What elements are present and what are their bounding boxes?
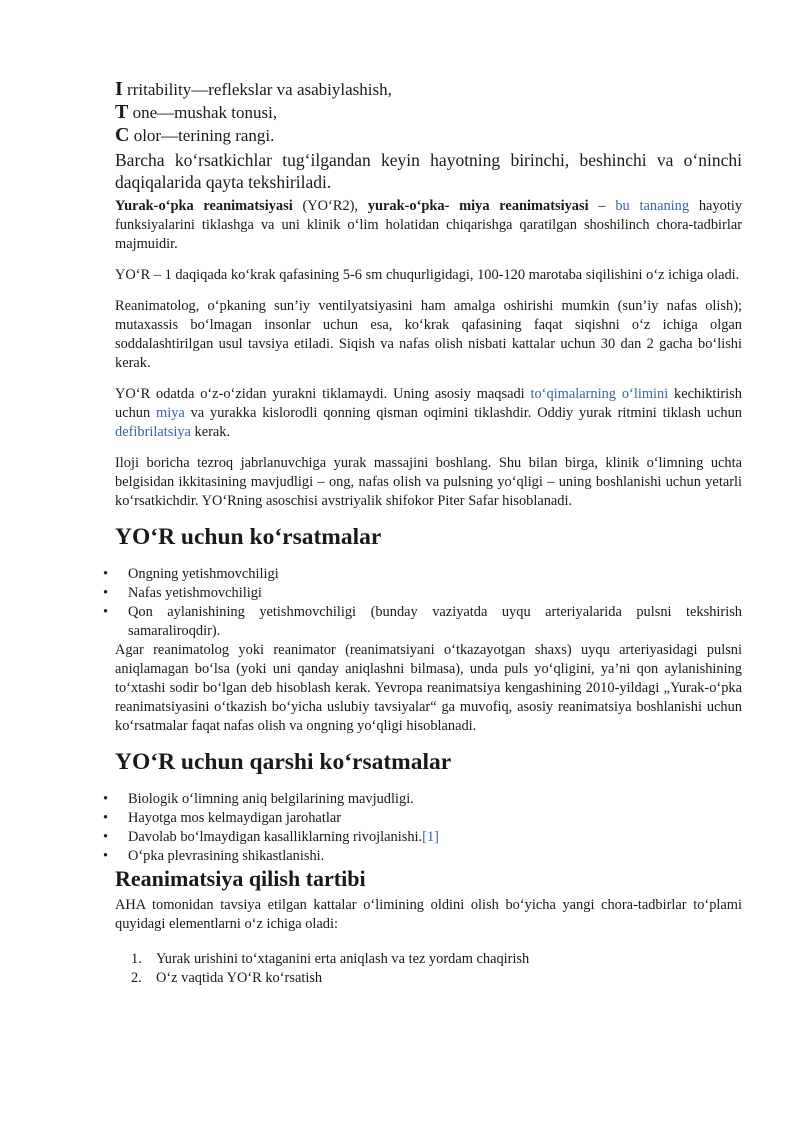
apgar-lines [115, 78, 742, 147]
list-item-text: Qon aylanishining yetishmovchiligi (bunday vaziyatda uyqu arteriyalarida pulsni tekshirish samaraliroqdir). [128, 604, 742, 639]
list-item-text: Yurak urishini to‘xtaganini erta aniqlash va tez yordam chaqirish [156, 951, 530, 967]
list-item [115, 969, 742, 988]
term-cpcr: yurak-o‘pka- miya reanimatsiyasi [367, 198, 589, 214]
text-span: – [588, 198, 616, 214]
link-body[interactable]: bu tananing [615, 198, 690, 214]
text-span: va yurakka kislorodli qonning qisman oqimini tiklashdir. Oddiy yurak ritmini tiklash uchun [184, 405, 742, 421]
reference-link[interactable]: [1] [422, 829, 439, 845]
heading-contraindications: YO‘R uchun qarshi ko‘rsatmalar [115, 749, 452, 775]
heading-procedure: Reanimatsiya qilish tartibi [115, 866, 366, 891]
bullet-icon: • [103, 604, 109, 620]
document-page [103, 78, 743, 988]
bullet-icon: • [103, 810, 109, 826]
text-span: (YO‘R2), [292, 198, 368, 214]
text-span: hayotiy funksiyalarini tiklashga va uni klinik o‘lim holatidan chiqarishga qaratilgan shoshilinch chora-tadbirlar majmuidir. [115, 198, 743, 252]
compression-paragraph: YO‘R – 1 daqiqada ko‘krak qafasining 5-6 sm chuqurligidagi, 100-120 marotaba siqilishini o‘z ichiga oladi. [115, 267, 740, 283]
bullet-icon: • [103, 585, 109, 601]
apgar-text: one—mushak tonusi, [128, 103, 278, 122]
list-item-text: O‘pka plevrasining shikastlanishi. [128, 848, 325, 864]
apgar-text: olor—terining rangi. [129, 126, 275, 145]
list-item [103, 847, 742, 866]
list-item [103, 809, 742, 828]
apgar-line-irritability [115, 78, 742, 101]
apgar-letter: I [115, 78, 123, 100]
recheck-paragraph: Barcha ko‘rsatkichlar tug‘ilgandan keyin hayotning birinchi, beshinchi va o‘ninchi daqiqalarida qayta tekshiriladi. [115, 150, 742, 192]
list-item-text: Biologik o‘limning aniq belgilarining mavjudligi. [128, 791, 414, 807]
list-item [103, 584, 742, 603]
link-tissue-death[interactable]: to‘qimalarning o‘limini [530, 386, 669, 402]
cpr-definition-paragraph [115, 197, 742, 254]
list-item [103, 565, 742, 584]
text-span: kerak. [190, 424, 231, 440]
apgar-letter: C [115, 124, 130, 146]
start-massage-paragraph: Iloji boricha tezroq jabrlanuvchiga yurak massajini boshlang. Shu bilan birga, klinik o‘limning uchta belgisidan ikkitasining mavjudligi – ong, nafas olish va pulsning yo‘qligi – uning boshlanishi uchun yetarli ko‘rsatkichdir. YO‘Rning asoschisi avstriyalik shifokor Piter Safar hisoblanadi. [115, 455, 742, 509]
bullet-icon: • [103, 791, 109, 807]
apgar-line-color [115, 124, 742, 147]
apgar-line-tone [115, 101, 742, 124]
ventilation-paragraph: Reanimatolog, o‘pkaning sun’iy ventilyatsiyasini ham amalga oshirishi mumkin (sun’iy nafas olish); mutaxassis bo‘lmagan insonlar uchun esa, ko‘krak qafasining faqat siqishni o‘z ichiga olgan soddalashtirilgan usul tavsiya etiladi. Siqish va nafas olish nisbati kattalar uchun 30 dan 2 gacha bo‘lishi kerak. [115, 298, 742, 371]
list-item-text: Nafas yetishmovchiligi [128, 585, 262, 601]
purpose-paragraph [115, 385, 742, 442]
steps-list [115, 950, 742, 988]
term-cpr: Yurak-o‘pka reanimatsiyasi [115, 198, 293, 214]
step-number: 1. [131, 951, 142, 967]
bullet-icon: • [103, 848, 109, 864]
contraindications-list [103, 790, 742, 866]
list-item [103, 828, 742, 847]
pulse-paragraph: Agar reanimatolog yoki reanimator (reanimatsiyani o‘tkazayotgan shaxs) uyqu arteriyasidagi pulsni aniqlamagan bo‘lsa (yoki uni qanday aniqlashni bilmasa), unda puls yo‘qligini, ya’ni qon aylanishining to‘xtashi sodir bo‘lgan deb hisoblash kerak. Yevropa reanimatsiya kengashining 2010-yildagi „Yurak-o‘pka reanimatsiyasini o‘tkazish bo‘yicha uslubiy tavsiyalar“ ga muvofiq, asosiy reanimatsiya boshlanishi uchun ko‘rsatmalar faqat nafas olish va ongning yo‘qligi hisoblanadi. [115, 642, 742, 734]
heading-indications: YO‘R uchun ko‘rsatmalar [115, 524, 382, 550]
apgar-letter: T [115, 101, 129, 123]
list-item-text: Davolab bo‘lmaydigan kasalliklarning rivojlanishi. [128, 829, 423, 845]
apgar-text: rritability—reflekslar va asabiylashish, [122, 80, 392, 99]
indications-list [103, 565, 742, 641]
list-item-text: Hayotga mos kelmaydigan jarohatlar [128, 810, 341, 826]
list-item [103, 603, 742, 641]
bullet-icon: • [103, 566, 109, 582]
text-span: kechiktirish uchun [115, 386, 742, 421]
step-number: 2. [131, 970, 142, 986]
link-defibrillation[interactable]: defibrilatsiya [115, 424, 191, 440]
list-item-text: O‘z vaqtida YO‘R ko‘rsatish [156, 970, 323, 986]
text-span: YO‘R odatda o‘z-o‘zidan yurakni tiklamaydi. Uning asosiy maqsadi [115, 386, 531, 402]
aha-paragraph: AHA tomonidan tavsiya etilgan kattalar o‘limining oldini olish bo‘yicha yangi chora-tadbirlar to‘plami quyidagi elementlarni o‘z ichiga oladi: [115, 897, 742, 932]
list-item [115, 950, 742, 969]
bullet-icon: • [103, 829, 109, 845]
list-item [103, 790, 742, 809]
list-item-text: Ongning yetishmovchiligi [128, 566, 279, 582]
link-brain[interactable]: miya [156, 405, 185, 421]
